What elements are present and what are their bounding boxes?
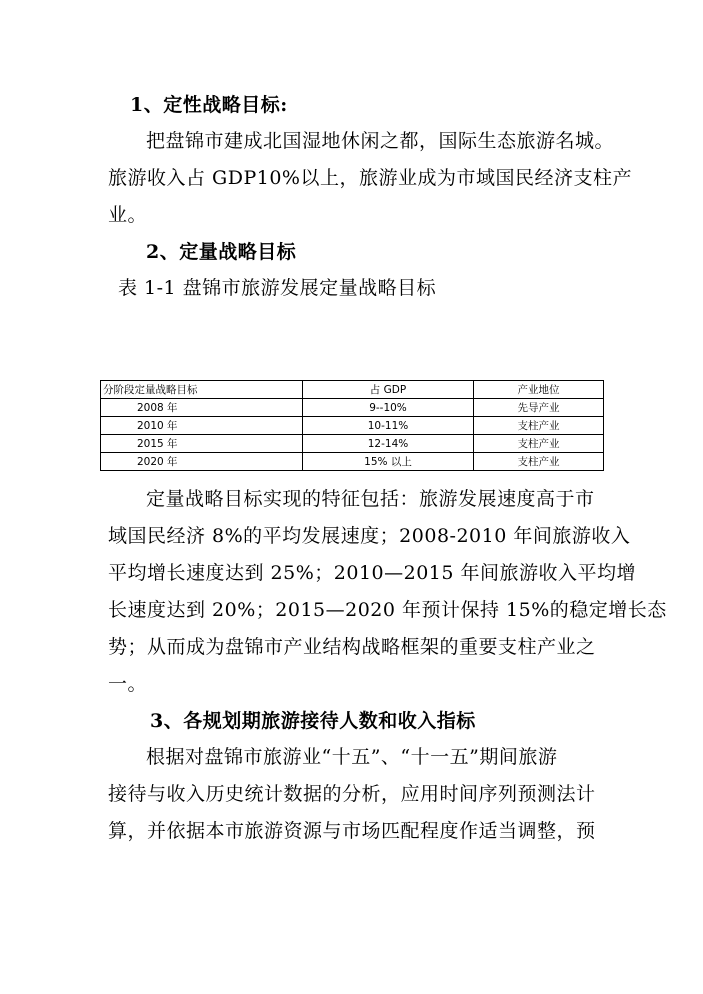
cell-industry-status: 支柱产业 — [474, 435, 604, 453]
column-header-gdp-share: 占 GDP — [303, 381, 474, 399]
body-line: 根据对盘锦市旅游业“十五”、“十一五”期间旅游 — [146, 746, 558, 768]
body-line: 长速度达到 20%；2015—2020 年预计保持 15%的稳定增长态 — [108, 599, 667, 621]
body-line: 算，并依据本市旅游资源与市场匹配程度作适当调整，预 — [108, 820, 596, 842]
body-line: 旅游收入占 GDP10%以上，旅游业成为市域国民经济支柱产 — [108, 167, 632, 189]
table-header-row — [101, 381, 604, 399]
cell-gdp-share: 15% 以上 — [303, 453, 474, 471]
body-line: 域国民经济 8%的平均发展速度；2008-2010 年间旅游收入 — [108, 525, 631, 547]
quantitative-goal-heading: 2、定量战略目标 — [146, 241, 297, 263]
body-line: 一。 — [108, 673, 148, 695]
body-line: 势；从而成为盘锦市产业结构战略框架的重要支柱产业之 — [108, 636, 596, 658]
cell-gdp-share: 9--10% — [303, 399, 474, 417]
column-header-industry-status: 产业地位 — [474, 381, 604, 399]
body-line: 平均增长速度达到 25%；2010—2015 年间旅游收入平均增 — [108, 562, 637, 584]
cell-industry-status: 先导产业 — [474, 399, 604, 417]
cell-gdp-share: 10-11% — [303, 417, 474, 435]
cell-industry-status: 支柱产业 — [474, 453, 604, 471]
table-row — [101, 453, 604, 471]
cell-gdp-share: 12-14% — [303, 435, 474, 453]
column-header-stage: 分阶段定量战略目标 — [101, 381, 303, 399]
body-line: 把盘锦市建成北国湿地休闲之都，国际生态旅游名城。 — [146, 130, 615, 152]
qualitative-goal-heading: 1、定性战略目标: — [130, 94, 288, 116]
body-line: 业。 — [108, 204, 148, 226]
cell-year: 2020 年 — [101, 453, 303, 471]
body-line: 定量战略目标实现的特征包括：旅游发展速度高于市 — [146, 488, 595, 510]
cell-year: 2008 年 — [101, 399, 303, 417]
table-row — [101, 435, 604, 453]
cell-industry-status: 支柱产业 — [474, 417, 604, 435]
body-line: 接待与收入历史统计数据的分析，应用时间序列预测法计 — [108, 783, 596, 805]
cell-year: 2015 年 — [101, 435, 303, 453]
table-row — [101, 417, 604, 435]
table-row — [101, 399, 604, 417]
table-caption: 表 1-1 盘锦市旅游发展定量战略目标 — [118, 277, 437, 299]
quantitative-goals-table — [100, 380, 604, 471]
cell-year: 2010 年 — [101, 417, 303, 435]
forecast-indicators-heading: 3、各规划期旅游接待人数和收入指标 — [150, 710, 476, 732]
